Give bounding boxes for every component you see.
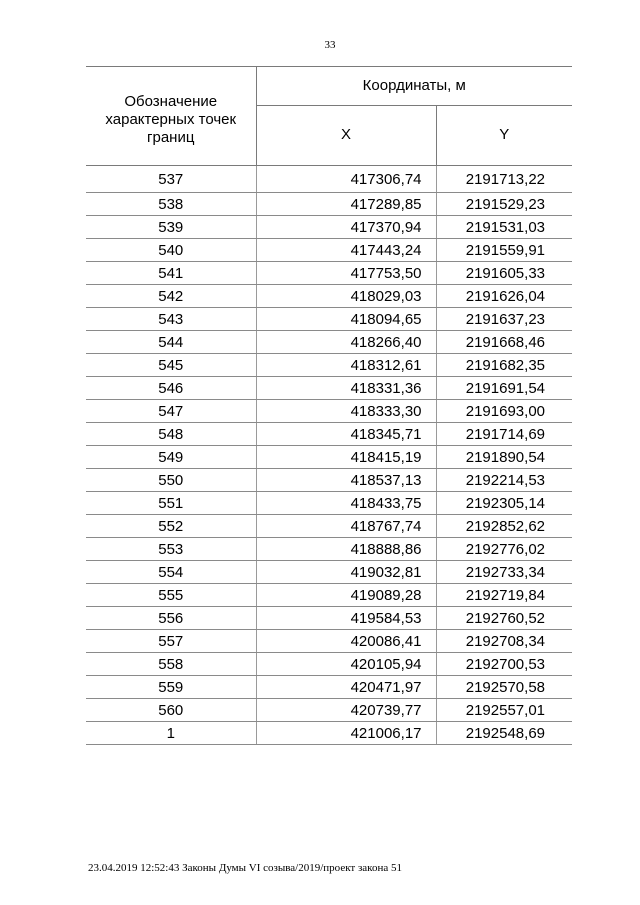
point-designation-cell: 539 bbox=[86, 216, 256, 239]
y-coordinate-cell: 2191693,00 bbox=[436, 400, 572, 423]
point-designation-cell: 541 bbox=[86, 262, 256, 285]
y-coordinate-cell: 2191559,91 bbox=[436, 239, 572, 262]
y-coordinate-cell: 2191890,54 bbox=[436, 446, 572, 469]
x-coordinate-cell: 417289,85 bbox=[256, 193, 436, 216]
y-coordinate-cell: 2192570,58 bbox=[436, 676, 572, 699]
header-x: X bbox=[256, 105, 436, 166]
point-designation-cell: 545 bbox=[86, 354, 256, 377]
y-coordinate-cell: 2192305,14 bbox=[436, 492, 572, 515]
y-coordinate-cell: 2192776,02 bbox=[436, 538, 572, 561]
header-point-designation: Обозначение характерных точек границ bbox=[86, 67, 256, 166]
x-coordinate-cell: 417443,24 bbox=[256, 239, 436, 262]
table-row bbox=[86, 239, 572, 262]
x-coordinate-cell: 418266,40 bbox=[256, 331, 436, 354]
point-designation-cell: 537 bbox=[86, 166, 256, 193]
table-row bbox=[86, 492, 572, 515]
x-coordinate-cell: 418094,65 bbox=[256, 308, 436, 331]
point-designation-cell: 543 bbox=[86, 308, 256, 331]
table-row bbox=[86, 676, 572, 699]
table-row bbox=[86, 515, 572, 538]
point-designation-cell: 552 bbox=[86, 515, 256, 538]
table-row bbox=[86, 193, 572, 216]
y-coordinate-cell: 2192852,62 bbox=[436, 515, 572, 538]
page-number: 33 bbox=[324, 39, 336, 51]
y-coordinate-cell: 2191637,23 bbox=[436, 308, 572, 331]
point-designation-cell: 538 bbox=[86, 193, 256, 216]
point-designation-cell: 555 bbox=[86, 584, 256, 607]
y-coordinate-cell: 2191531,03 bbox=[436, 216, 572, 239]
point-designation-cell: 551 bbox=[86, 492, 256, 515]
point-designation-cell: 558 bbox=[86, 653, 256, 676]
table-row bbox=[86, 331, 572, 354]
x-coordinate-cell: 420086,41 bbox=[256, 630, 436, 653]
table-row bbox=[86, 400, 572, 423]
table-row bbox=[86, 354, 572, 377]
point-designation-cell: 553 bbox=[86, 538, 256, 561]
point-designation-cell: 556 bbox=[86, 607, 256, 630]
y-coordinate-cell: 2191713,22 bbox=[436, 166, 572, 193]
y-coordinate-cell: 2191691,54 bbox=[436, 377, 572, 400]
x-coordinate-cell: 419584,53 bbox=[256, 607, 436, 630]
table-row bbox=[86, 446, 572, 469]
point-designation-cell: 557 bbox=[86, 630, 256, 653]
y-coordinate-cell: 2191626,04 bbox=[436, 285, 572, 308]
x-coordinate-cell: 418537,13 bbox=[256, 469, 436, 492]
y-coordinate-cell: 2191529,23 bbox=[436, 193, 572, 216]
x-coordinate-cell: 420739,77 bbox=[256, 699, 436, 722]
x-coordinate-cell: 417753,50 bbox=[256, 262, 436, 285]
point-designation-cell: 1 bbox=[86, 722, 256, 745]
x-coordinate-cell: 417306,74 bbox=[256, 166, 436, 193]
y-coordinate-cell: 2192214,53 bbox=[436, 469, 572, 492]
x-coordinate-cell: 418767,74 bbox=[256, 515, 436, 538]
table-row bbox=[86, 377, 572, 400]
table-row bbox=[86, 561, 572, 584]
y-coordinate-cell: 2192760,52 bbox=[436, 607, 572, 630]
point-designation-cell: 554 bbox=[86, 561, 256, 584]
header-coordinates: Координаты, м bbox=[256, 67, 572, 106]
y-coordinate-cell: 2191714,69 bbox=[436, 423, 572, 446]
x-coordinate-cell: 418029,03 bbox=[256, 285, 436, 308]
y-coordinate-cell: 2192733,34 bbox=[436, 561, 572, 584]
x-coordinate-cell: 419089,28 bbox=[256, 584, 436, 607]
table-row bbox=[86, 630, 572, 653]
table-row bbox=[86, 469, 572, 492]
y-coordinate-cell: 2192719,84 bbox=[436, 584, 572, 607]
y-coordinate-cell: 2191682,35 bbox=[436, 354, 572, 377]
point-designation-cell: 548 bbox=[86, 423, 256, 446]
y-coordinate-cell: 2192700,53 bbox=[436, 653, 572, 676]
point-designation-cell: 550 bbox=[86, 469, 256, 492]
point-designation-cell: 542 bbox=[86, 285, 256, 308]
y-coordinate-cell: 2192557,01 bbox=[436, 699, 572, 722]
x-coordinate-cell: 418345,71 bbox=[256, 423, 436, 446]
table-row bbox=[86, 262, 572, 285]
y-coordinate-cell: 2191605,33 bbox=[436, 262, 572, 285]
x-coordinate-cell: 419032,81 bbox=[256, 561, 436, 584]
table-row bbox=[86, 285, 572, 308]
table-row bbox=[86, 216, 572, 239]
x-coordinate-cell: 420471,97 bbox=[256, 676, 436, 699]
table-body bbox=[86, 166, 572, 745]
x-coordinate-cell: 418312,61 bbox=[256, 354, 436, 377]
x-coordinate-cell: 418331,36 bbox=[256, 377, 436, 400]
table-row bbox=[86, 653, 572, 676]
footer-stamp: 23.04.2019 12:52:43 Законы Думы VI созыва/2019/проект закона 51 bbox=[88, 862, 402, 874]
point-designation-cell: 540 bbox=[86, 239, 256, 262]
point-designation-cell: 559 bbox=[86, 676, 256, 699]
header-y: Y bbox=[436, 105, 572, 166]
table-row bbox=[86, 166, 572, 193]
point-designation-cell: 547 bbox=[86, 400, 256, 423]
table-row bbox=[86, 584, 572, 607]
point-designation-cell: 549 bbox=[86, 446, 256, 469]
x-coordinate-cell: 421006,17 bbox=[256, 722, 436, 745]
table-row bbox=[86, 308, 572, 331]
y-coordinate-cell: 2192708,34 bbox=[436, 630, 572, 653]
x-coordinate-cell: 420105,94 bbox=[256, 653, 436, 676]
y-coordinate-cell: 2191668,46 bbox=[436, 331, 572, 354]
x-coordinate-cell: 418888,86 bbox=[256, 538, 436, 561]
y-coordinate-cell: 2192548,69 bbox=[436, 722, 572, 745]
table-row bbox=[86, 538, 572, 561]
table-row bbox=[86, 423, 572, 446]
table-row bbox=[86, 722, 572, 745]
point-designation-cell: 544 bbox=[86, 331, 256, 354]
x-coordinate-cell: 418333,30 bbox=[256, 400, 436, 423]
x-coordinate-cell: 417370,94 bbox=[256, 216, 436, 239]
table-row bbox=[86, 607, 572, 630]
x-coordinate-cell: 418415,19 bbox=[256, 446, 436, 469]
point-designation-cell: 560 bbox=[86, 699, 256, 722]
coordinates-table bbox=[86, 66, 572, 745]
table-header bbox=[86, 67, 572, 166]
table-row bbox=[86, 699, 572, 722]
point-designation-cell: 546 bbox=[86, 377, 256, 400]
x-coordinate-cell: 418433,75 bbox=[256, 492, 436, 515]
